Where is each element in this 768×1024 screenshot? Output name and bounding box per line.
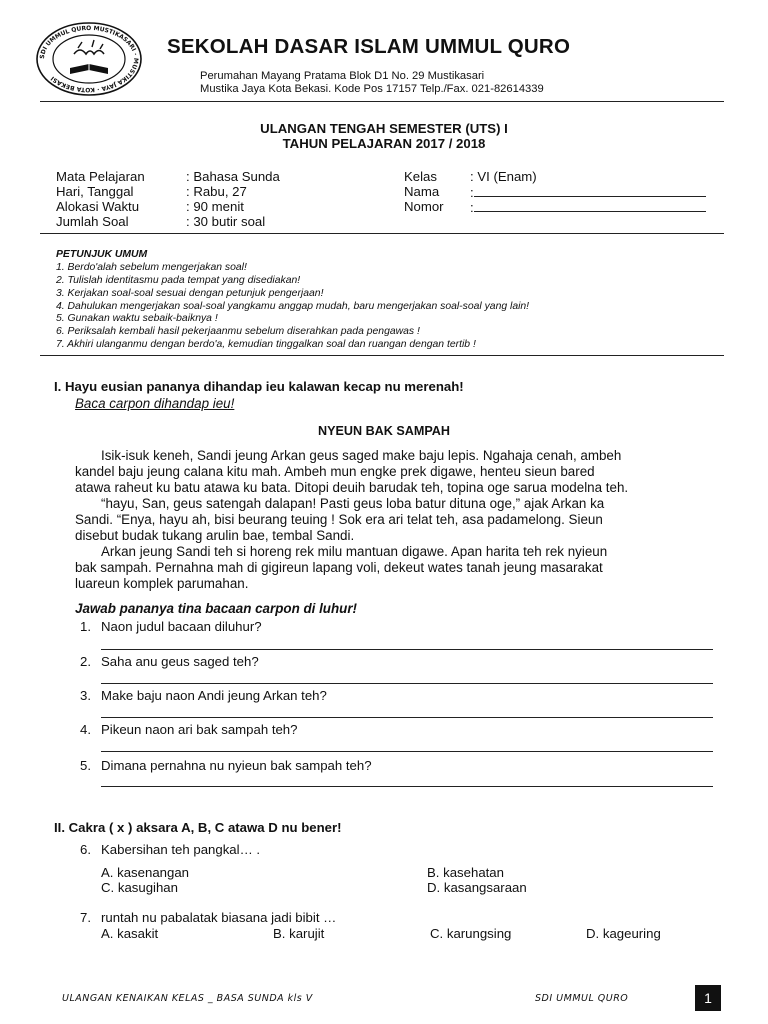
story-line: atawa raheut ku batu atawa ku bata. Ditopi deuih barudak teh, topina oge sarua modelna teh. bbox=[75, 480, 629, 495]
info-value-duration: : 90 menit bbox=[186, 199, 244, 214]
petunjuk-item: 5. Gunakan waktu sebaik-baiknya ! bbox=[56, 313, 218, 324]
option-d[interactable]: D. kasangsaraan bbox=[427, 880, 527, 895]
question-text: Make baju naon Andi jeung Arkan teh? bbox=[101, 688, 327, 703]
info-label-duration: Alokasi Waktu bbox=[56, 199, 140, 214]
question-number: 4. bbox=[80, 722, 91, 737]
petunjuk-heading: PETUNJUK UMUM bbox=[56, 249, 148, 260]
option-d[interactable]: D. kageuring bbox=[586, 926, 661, 941]
option-c[interactable]: C. kasugihan bbox=[101, 880, 178, 895]
answer-line[interactable] bbox=[101, 683, 713, 684]
option-c[interactable]: C. karungsing bbox=[430, 926, 512, 941]
story-line: Sandi. “Enya, hayu ah, bisi beurang teuing ! Sok era ari telat teh, asa padamelong. Sieun bbox=[75, 512, 603, 527]
story-line: luareun komplek parumahan. bbox=[75, 576, 249, 591]
question-number: 2. bbox=[80, 654, 91, 669]
header-divider bbox=[40, 101, 724, 102]
section1-instruction: Jawab pananya tina bacaan carpon di luhur! bbox=[75, 601, 358, 616]
school-logo bbox=[34, 20, 144, 98]
name-colon: : bbox=[470, 185, 474, 200]
question-text: runtah nu pabalatak biasana jadi bibit … bbox=[101, 910, 337, 925]
question-text: Dimana pernahna nu nyieun bak sampah teh? bbox=[101, 758, 372, 773]
story-line: “hayu, San, geus satengah dalapan! Pasti geus loba batur dituna oge,” ajak Arkan ka bbox=[101, 496, 605, 511]
number-blank-line bbox=[474, 199, 706, 212]
question-number: 1. bbox=[80, 619, 91, 634]
logo-ring-text: SDI UMMUL QURO MUSTIKASARI · MUSTIKA JAYA · KOTA BEKASI bbox=[38, 24, 140, 94]
answer-line[interactable] bbox=[101, 751, 713, 752]
info-label-count: Jumlah Soal bbox=[56, 214, 129, 229]
info-divider bbox=[40, 233, 724, 234]
number-colon: : bbox=[470, 200, 474, 215]
question-number: 7. bbox=[80, 910, 91, 925]
footer-right: SDI UMMUL QURO bbox=[535, 993, 629, 1004]
section1-subheading: Baca carpon dihandap ieu! bbox=[75, 396, 235, 411]
info-value-count: : 30 butir soal bbox=[186, 214, 266, 229]
story-line: disebut budak tukang arulin bae, tembal Sandi. bbox=[75, 528, 355, 543]
info-value-subject: : Bahasa Sunda bbox=[186, 169, 280, 184]
info-label-name: Nama bbox=[404, 184, 440, 199]
petunjuk-item: 2. Tulislah identitasmu pada tempat yang disediakan! bbox=[56, 275, 301, 286]
school-name: SEKOLAH DASAR ISLAM UMMUL QURO bbox=[167, 35, 571, 58]
story-line: Isik-isuk keneh, Sandi jeung Arkan geus saged make baju lepis. Ngahaja cenah, ambeh bbox=[101, 448, 622, 463]
petunjuk-item: 4. Dahulukan mengerjakan soal-soal yangkamu anggap mudah, baru mengerjakan soal-soal yang lain! bbox=[56, 301, 530, 312]
answer-line[interactable] bbox=[101, 717, 713, 718]
info-value-class: : VI (Enam) bbox=[470, 169, 537, 184]
name-field[interactable] bbox=[470, 184, 706, 200]
section2-heading: II. Cakra ( x ) aksara A, B, C atawa D nu bener! bbox=[54, 820, 342, 835]
option-a[interactable]: A. kasenangan bbox=[101, 865, 189, 880]
question-number: 6. bbox=[80, 842, 91, 857]
question-text: Naon judul bacaan diluhur? bbox=[101, 619, 262, 634]
option-b[interactable]: B. karujit bbox=[273, 926, 325, 941]
story-line: kandel baju jeung calana kitu mah. Ambeh mun engke prek digawe, henteu sieun bared bbox=[75, 464, 595, 479]
petunjuk-divider bbox=[40, 355, 724, 356]
footer-left: ULANGAN KENAIKAN KELAS _ BASA SUNDA kls V bbox=[62, 993, 313, 1004]
info-value-date: : Rabu, 27 bbox=[186, 184, 247, 199]
answer-line[interactable] bbox=[101, 786, 713, 787]
story-line: bak sampah. Pernahna mah di gigireun lapang voli, dekeut wates tanah jeung masarakat bbox=[75, 560, 603, 575]
exam-year: TAHUN PELAJARAN 2017 / 2018 bbox=[282, 136, 486, 151]
page-number: 1 bbox=[695, 985, 721, 1011]
answer-line[interactable] bbox=[101, 649, 713, 650]
school-address-line2: Mustika Jaya Kota Bekasi. Kode Pos 17157 Telp./Fax. 021-82614339 bbox=[200, 83, 544, 95]
section1-heading: I. Hayu eusian pananya dihandap ieu kalawan kecap nu merenah! bbox=[54, 379, 464, 394]
option-a[interactable]: A. kasakit bbox=[101, 926, 159, 941]
petunjuk-item: 3. Kerjakan soal-soal sesuai dengan petunjuk pengerjaan! bbox=[56, 288, 324, 299]
option-b[interactable]: B. kasehatan bbox=[427, 865, 504, 880]
info-label-number: Nomor bbox=[404, 199, 444, 214]
name-blank-line bbox=[474, 184, 706, 197]
info-label-class: Kelas bbox=[404, 169, 437, 184]
question-text: Saha anu geus saged teh? bbox=[101, 654, 259, 669]
petunjuk-item: 1. Berdo'alah sebelum mengerjakan soal! bbox=[56, 262, 247, 273]
story-title: NYEUN BAK SAMPAH bbox=[317, 424, 450, 438]
petunjuk-item: 7. Akhiri ulanganmu dengan berdo'a, kemudian tinggalkan soal dan ruangan dengan tertib ! bbox=[56, 339, 476, 350]
number-field[interactable] bbox=[470, 199, 706, 215]
question-number: 3. bbox=[80, 688, 91, 703]
exam-title: ULANGAN TENGAH SEMESTER (UTS) I bbox=[260, 121, 508, 136]
school-address-line1: Perumahan Mayang Pratama Blok D1 No. 29 Mustikasari bbox=[200, 70, 485, 82]
info-label-subject: Mata Pelajaran bbox=[56, 169, 145, 184]
info-label-date: Hari, Tanggal bbox=[56, 184, 134, 199]
petunjuk-item: 6. Periksalah kembali hasil pekerjaanmu sebelum diserahkan pada pengawas ! bbox=[56, 326, 420, 337]
question-text: Pikeun naon ari bak sampah teh? bbox=[101, 722, 298, 737]
question-number: 5. bbox=[80, 758, 91, 773]
story-line: Arkan jeung Sandi teh si horeng rek milu mantuan digawe. Apan harita teh rek nyieun bbox=[101, 544, 608, 559]
question-text: Kabersihan teh pangkal… . bbox=[101, 842, 261, 857]
